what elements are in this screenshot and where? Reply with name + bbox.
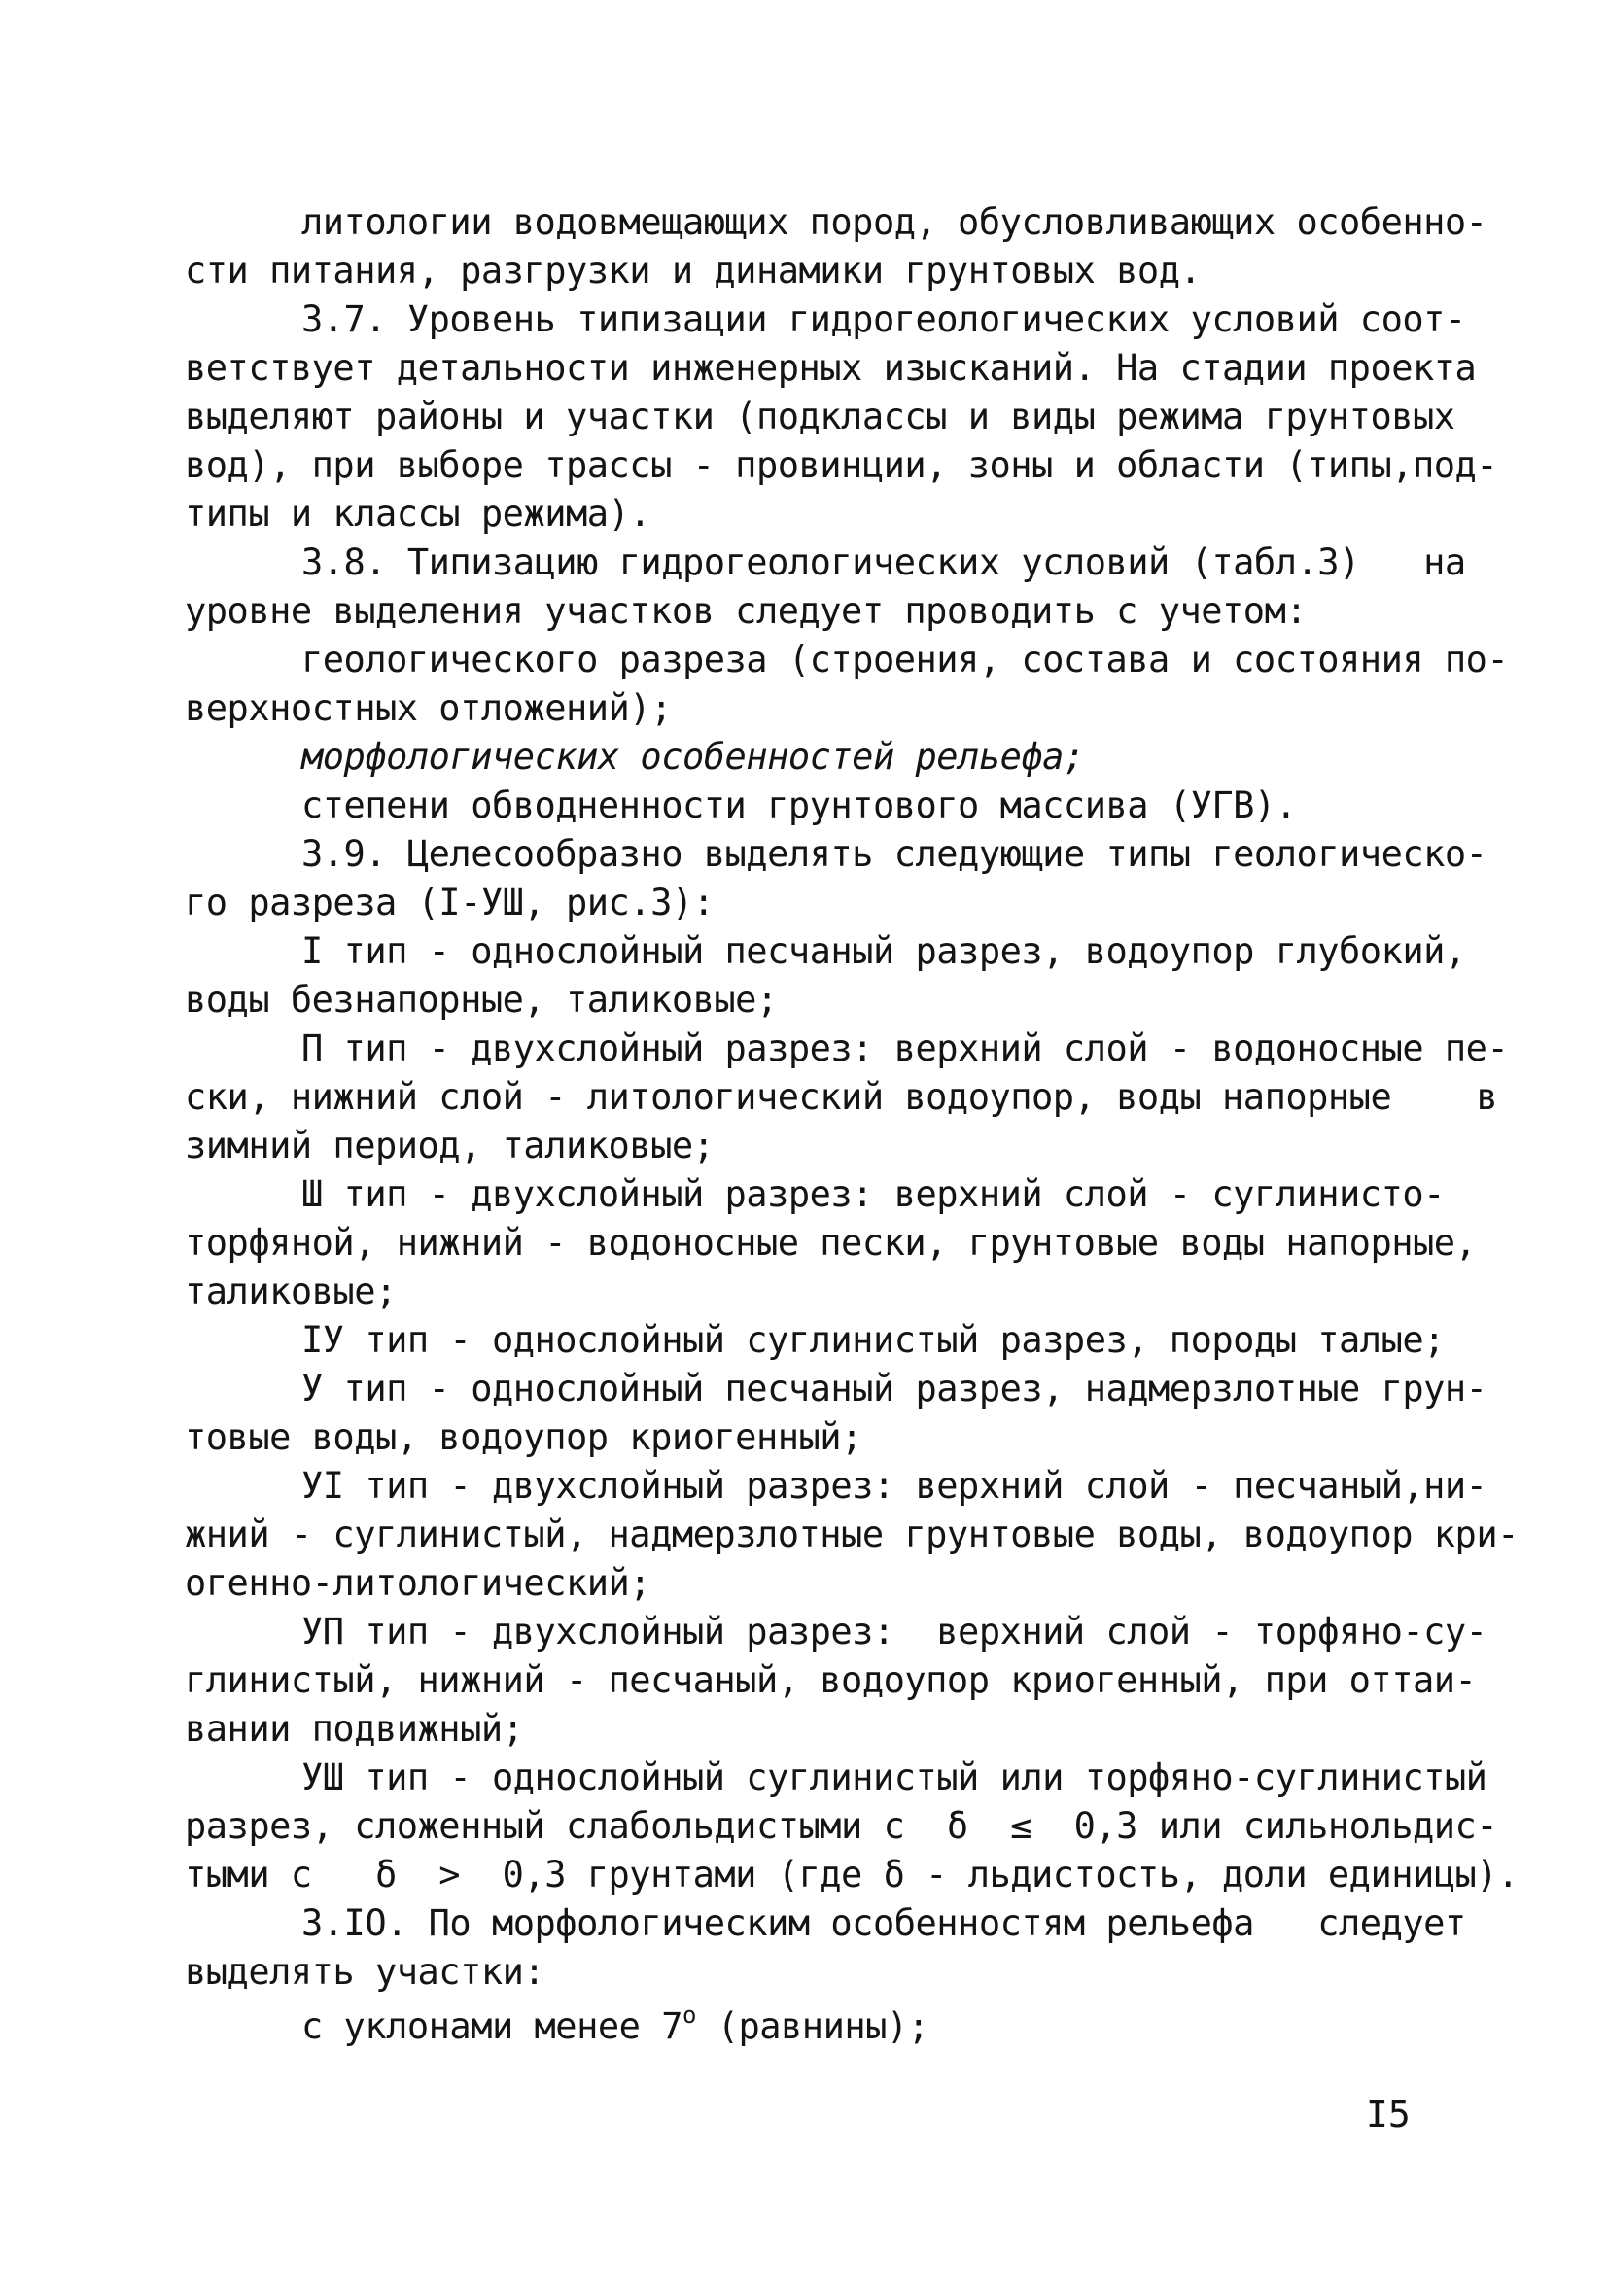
text-line: жний - суглинистый, надмерзлотные грунтовые воды, водоупор кри- <box>185 1513 1519 1555</box>
text-line: зимний период, таликовые; <box>185 1125 715 1166</box>
text-line: торфяной, нижний - водоносные пески, грунтовые воды напорные, <box>185 1222 1477 1264</box>
text-line: 3.8. Типизацию гидрогеологических условий (табл.3) на <box>301 541 1466 583</box>
text-line: глинистый, нижний - песчаный, водоупор криогенный, при оттаи- <box>185 1659 1477 1701</box>
text-line: го разреза (I-УШ, рис.3): <box>185 882 715 923</box>
text-line: типы и классы режима). <box>185 493 651 535</box>
text-line: тыми с δ > 0,3 грунтами (где δ - льдистость, доли единицы). <box>185 1854 1519 1896</box>
text-line: 3.IO. По морфологическим особенностям рельефа следует <box>301 1902 1466 1944</box>
text-line: IУ тип - однослойный суглинистый разрез, породы талые; <box>301 1319 1445 1361</box>
text-line: верхностных отложений); <box>185 687 672 729</box>
text-line: ски, нижний слой - литологический водоупор, воды напорные в <box>185 1076 1498 1118</box>
text-line: товые воды, водоупор криогенный; <box>185 1416 862 1458</box>
text-line: воды безнапорные, таликовые; <box>185 979 778 1021</box>
text-line: I тип - однослойный песчаный разрез, водоупор глубокий, <box>301 930 1466 972</box>
text-line: Ш тип - двухслойный разрез: верхний слой - суглинисто- <box>301 1173 1445 1215</box>
text-line: ветствует детальности инженерных изысканий. На стадии проекта <box>185 347 1477 389</box>
text-line: 3.9. Целесообразно выделять следующие типы геологическо- <box>301 833 1487 875</box>
text-line <box>301 2002 1439 2051</box>
page-number: I5 <box>1366 2093 1411 2136</box>
text-line: вании подвижный; <box>185 1708 524 1750</box>
degree-mark: о <box>682 2001 696 2029</box>
text-line: разрез, сложенный слабольдистыми с δ ≤ 0,3 или сильнольдис- <box>185 1805 1498 1847</box>
text-line: геологического разреза (строения, состава и состояния по- <box>301 639 1509 680</box>
text-line: уровне выделения участков следует проводить с учетом: <box>185 590 1308 632</box>
text-line: УП тип - двухслойный разрез: верхний слой - торфяно-су- <box>301 1611 1487 1652</box>
text-line: таликовые; <box>185 1270 397 1312</box>
text-line: сти питания, разгрузки и динамики грунтовых вод. <box>185 250 1202 292</box>
text-line: УI тип - двухслойный разрез: верхний слой - песчаный,ни- <box>301 1465 1487 1507</box>
text-line: П тип - двухслойный разрез: верхний слой - водоносные пе- <box>301 1027 1509 1069</box>
text-line: огенно-литологический; <box>185 1562 651 1604</box>
text-line: выделяют районы и участки (подклассы и виды режима грунтовых <box>185 396 1455 437</box>
text-line: выделять участки: <box>185 1951 545 1993</box>
text-line: степени обводненности грунтового массива (УГВ). <box>301 784 1297 826</box>
text-line: морфологических особенностей рельефа; <box>301 736 1085 778</box>
text-line: литологии водовмещающих пород, обусловливающих особенно- <box>301 201 1487 243</box>
text-line: У тип - однослойный песчаный разрез, надмерзлотные грун- <box>301 1368 1487 1409</box>
text-line: 3.7. Уровень типизации гидрогеологических условий соот- <box>301 298 1466 340</box>
text-line: вод), при выборе трассы - провинции, зоны и области (типы,под- <box>185 444 1498 486</box>
slope-text: с уклонами менее 7 <box>301 2005 682 2047</box>
slope-text-end: (равнины); <box>717 2005 929 2047</box>
text-line: УШ тип - однослойный суглинистый или торфяно-суглинистый <box>301 1757 1487 1798</box>
